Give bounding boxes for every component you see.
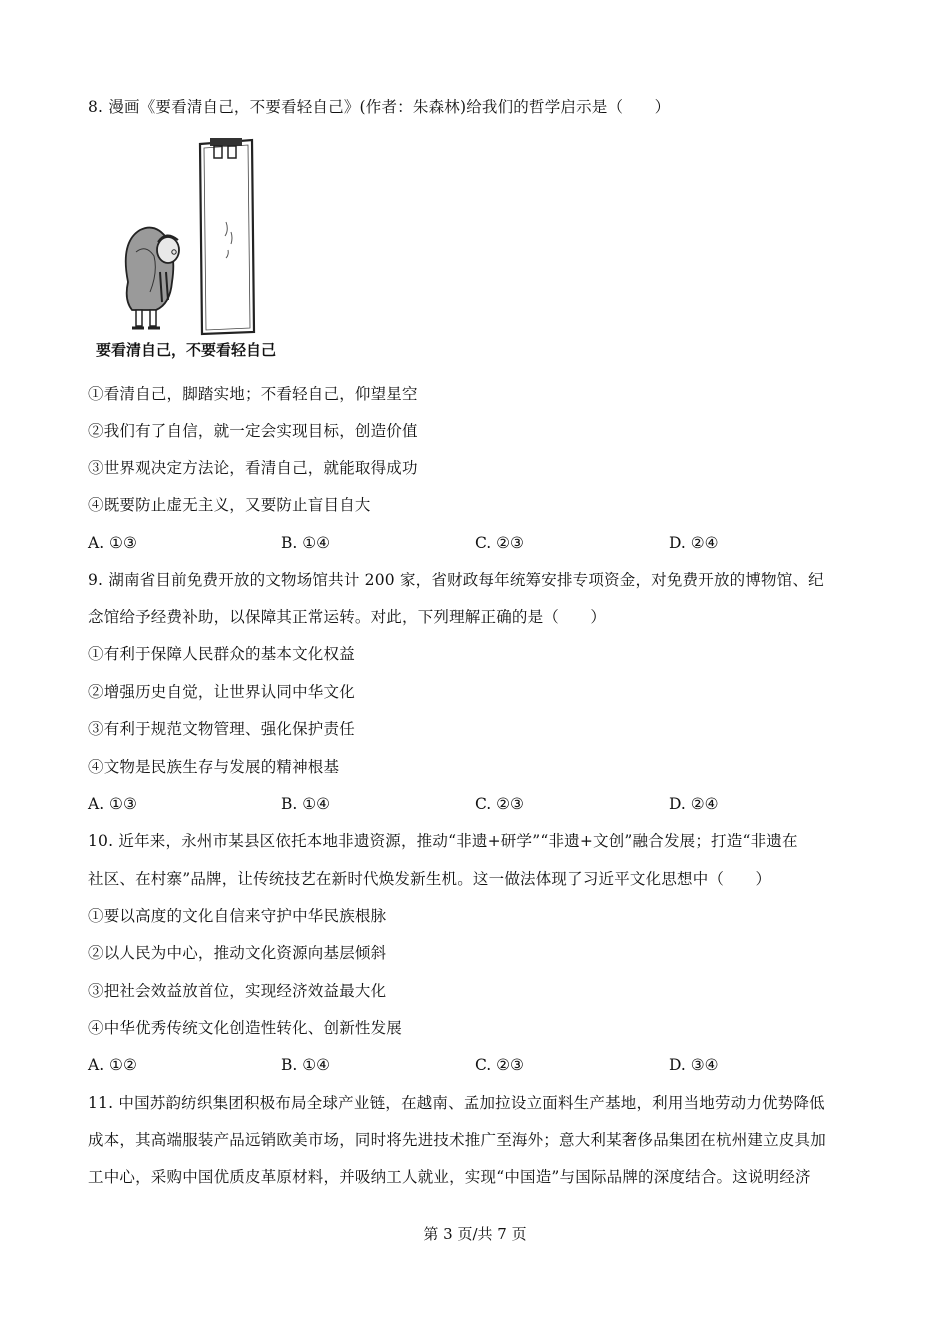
q8-item-2: ②我们有了自信，就一定会实现目标，创造价值 (88, 422, 418, 440)
q8-item-3: ③世界观决定方法论，看清自己，就能取得成功 (88, 459, 418, 477)
cartoon-caption: 要看清自己，不要看轻自己 (96, 341, 277, 359)
q10-item-4: ④中华优秀传统文化创造性转化、创新性发展 (88, 1019, 403, 1037)
q8-stem: 8. 漫画《要看清自己，不要看轻自己》(作者：朱森林)给我们的哲学启示是（ ） (88, 98, 671, 116)
q11-stem-line-1: 11. 中国苏韵纺织集团积极布局全球产业链，在越南、孟加拉设立面料生产基地，利用当地劳动力优势降低 (88, 1094, 825, 1112)
q10-options (88, 1055, 868, 1075)
q8-item-1: ①看清自己，脚踏实地；不看轻自己，仰望星空 (88, 385, 418, 403)
q10-stem-line-2: 社区、在村寨”品牌，让传统技艺在新时代焕发新生机。这一做法体现了习近平文化思想中（ ） (88, 870, 772, 888)
q9-option-b[interactable]: B. ①④ (281, 795, 331, 813)
q10-stem-line-1: 10. 近年来，永州市某县区依托本地非遗资源，推动“非遗+研学”“非遗+文创”融合发展；打造“非遗在 (88, 832, 798, 850)
q9-item-2: ②增强历史自觉，让世界认同中华文化 (88, 683, 355, 701)
q10-option-d[interactable]: D. ③④ (669, 1056, 719, 1074)
q9-stem-line-2: 念馆给予经费补助，以保障其正常运转。对此，下列理解正确的是（ ） (88, 608, 607, 626)
q9-item-3: ③有利于规范文物管理、强化保护责任 (88, 720, 355, 738)
q8-option-a[interactable]: A. ①③ (88, 534, 137, 552)
q9-option-d[interactable]: D. ②④ (669, 795, 719, 813)
q10-item-1: ①要以高度的文化自信来守护中华民族根脉 (88, 907, 387, 925)
q10-item-3: ③把社会效益放首位，实现经济效益最大化 (88, 982, 387, 1000)
q10-option-b[interactable]: B. ①④ (281, 1056, 331, 1074)
q10-option-a[interactable]: A. ①② (88, 1056, 137, 1074)
q9-option-c[interactable]: C. ②③ (475, 795, 524, 813)
q8-option-d[interactable]: D. ②④ (669, 534, 719, 552)
q10-item-2: ②以人民为中心，推动文化资源向基层倾斜 (88, 944, 387, 962)
q8-option-b[interactable]: B. ①④ (281, 534, 331, 552)
q11-stem-line-2: 成本，其高端服装产品远销欧美市场，同时将先进技术推广至海外；意大利某奢侈品集团在杭州建立皮具加 (88, 1131, 826, 1149)
q9-stem-line-1: 9. 湖南省目前免费开放的文物场馆共计 200 家，省财政每年统筹安排专项资金，对免费开放的博物馆、纪 (88, 571, 824, 589)
q9-item-4: ④文物是民族生存与发展的精神根基 (88, 758, 340, 776)
q8-item-4: ④既要防止虚无主义，又要防止盲目自大 (88, 496, 371, 514)
q11-stem-line-3: 工中心，采购中国优质皮革原材料，并吸纳工人就业，实现“中国造”与国际品牌的深度结合。这说明经济 (88, 1168, 811, 1186)
q9-option-a[interactable]: A. ①③ (88, 795, 137, 813)
cartoon-image (110, 132, 270, 342)
q9-options (88, 794, 868, 814)
q8-option-c[interactable]: C. ②③ (475, 534, 524, 552)
page-number: 第 3 页/共 7 页 (423, 1225, 527, 1243)
q8-options (88, 533, 868, 553)
q10-option-c[interactable]: C. ②③ (475, 1056, 524, 1074)
q9-item-1: ①有利于保障人民群众的基本文化权益 (88, 645, 355, 663)
